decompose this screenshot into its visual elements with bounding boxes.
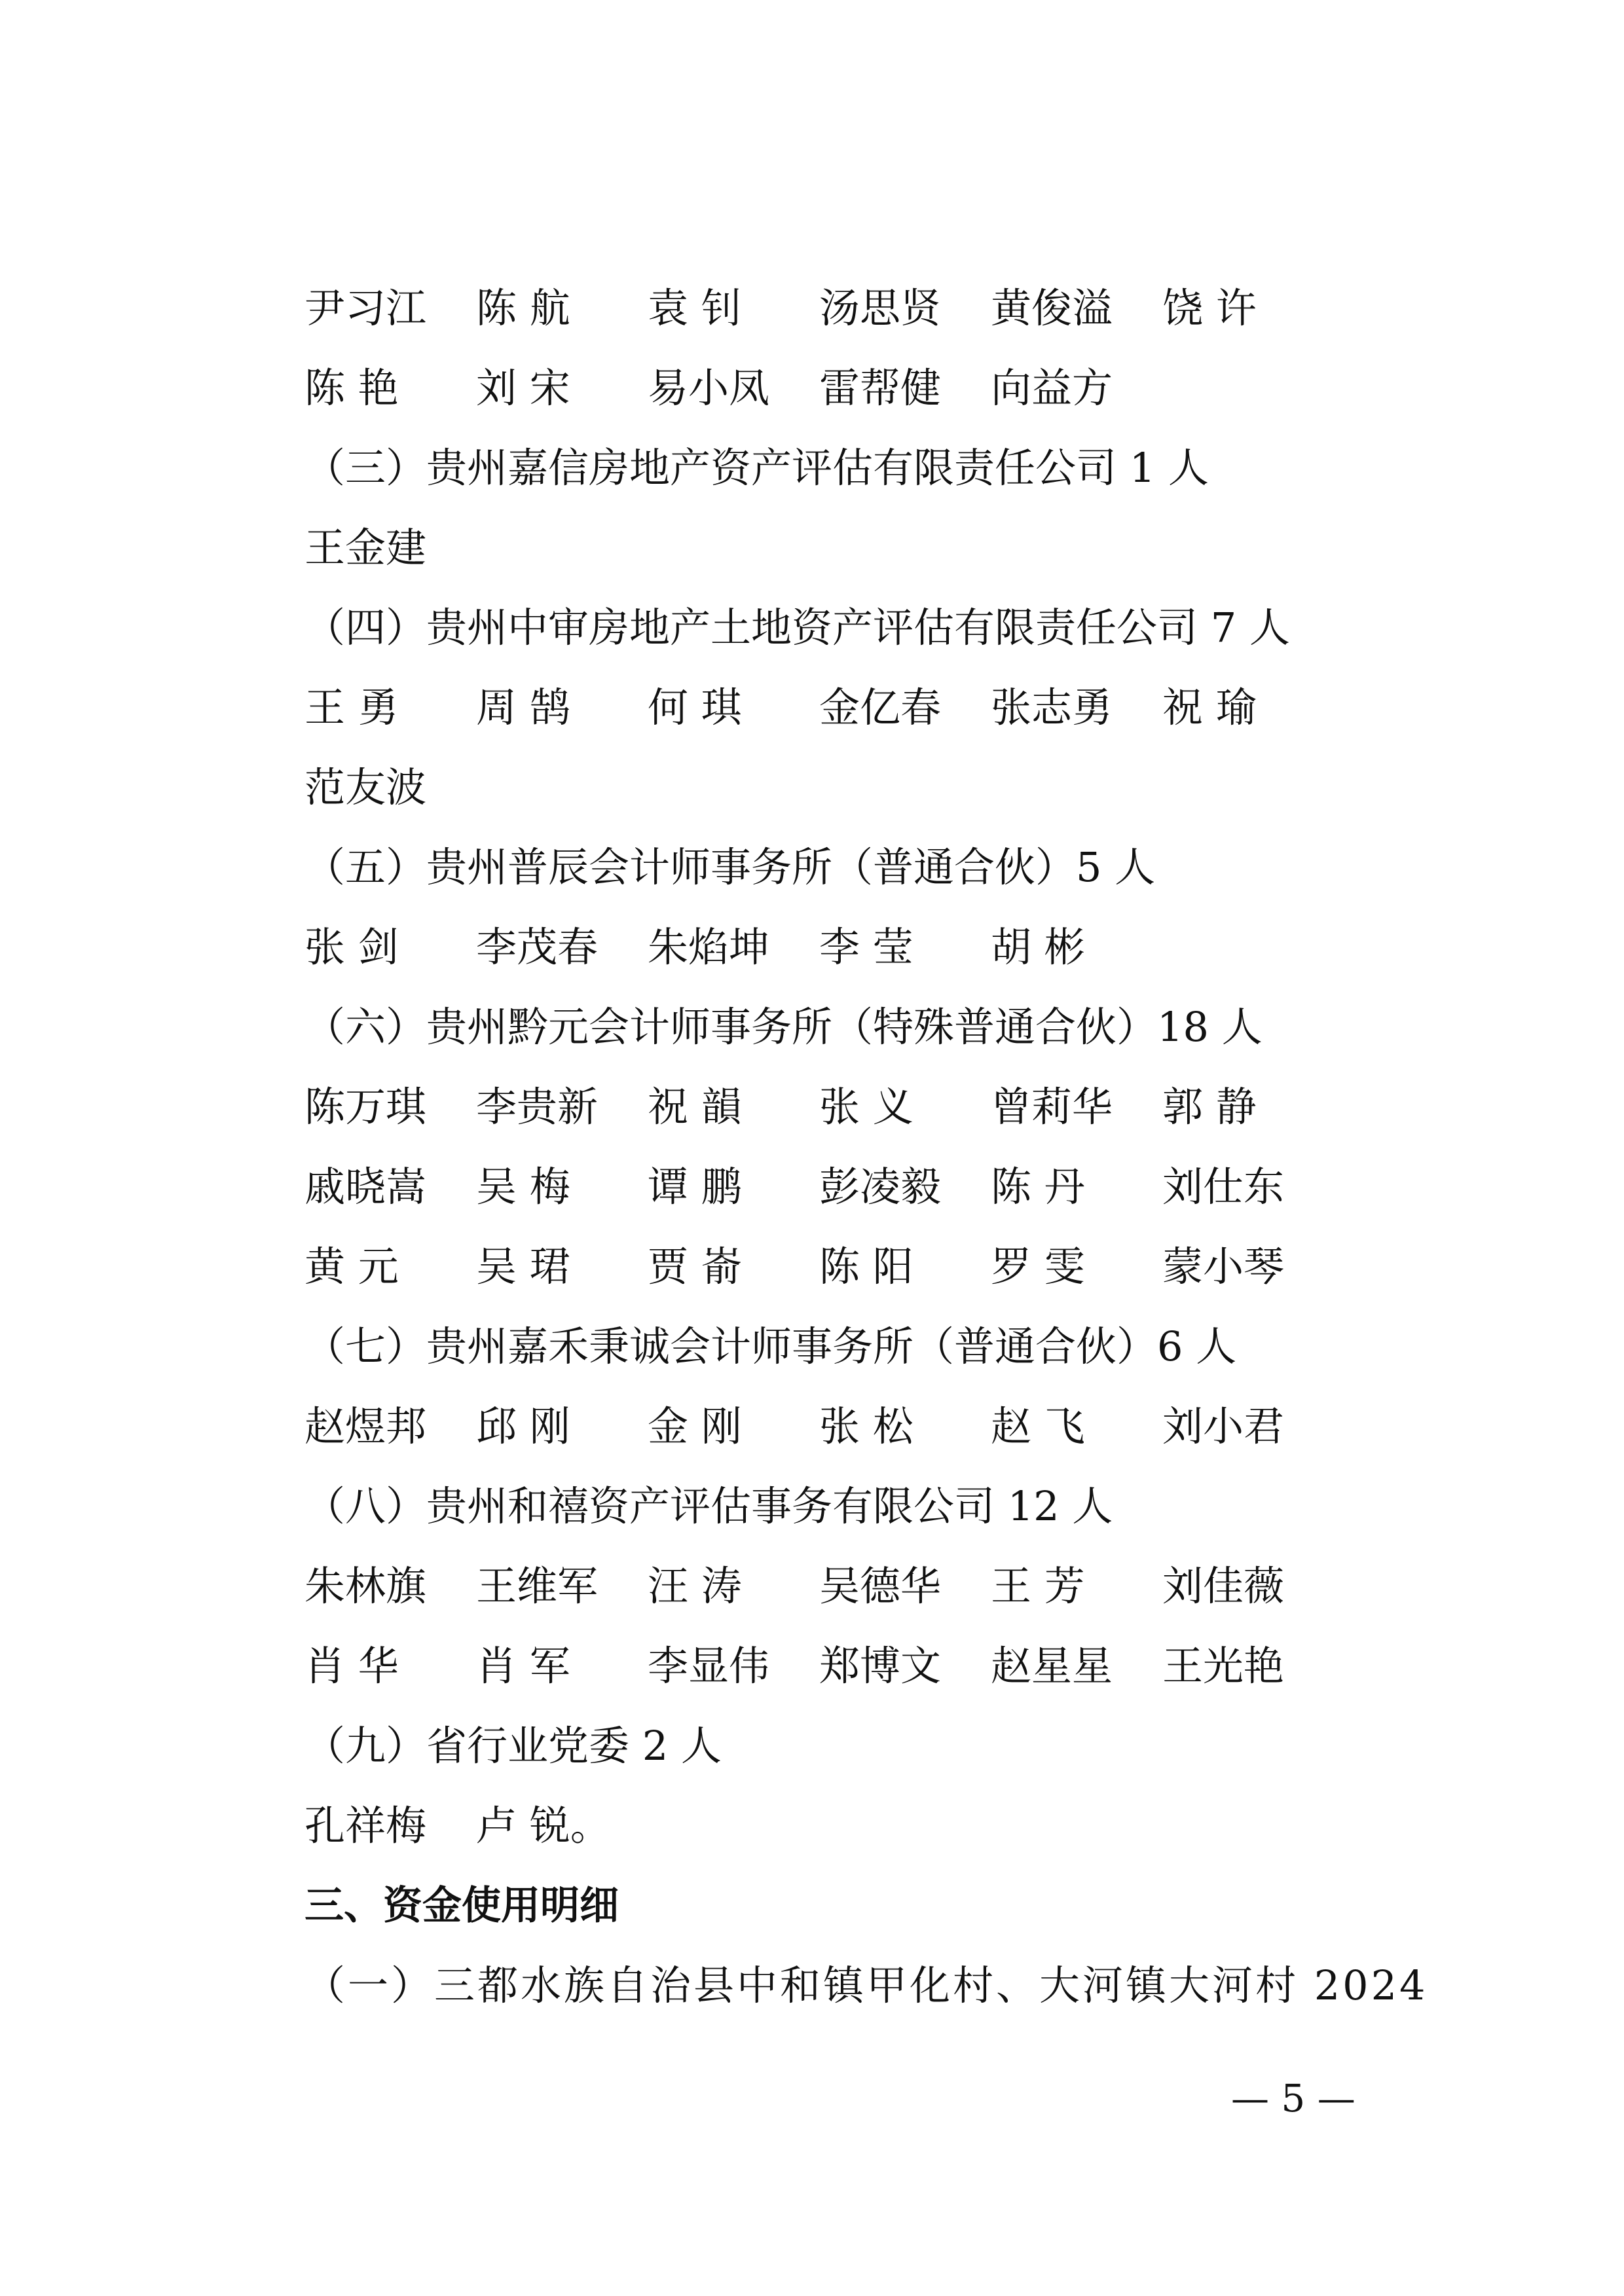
person-name: 彭凌毅 <box>819 1163 942 1211</box>
person-name: 王维军 <box>476 1562 599 1610</box>
person-name: 何 琪 <box>648 683 742 731</box>
organization-heading: （三）贵州嘉信房地产资产评估有限责任公司 1 人 <box>304 444 1209 492</box>
person-name: 金 刚 <box>648 1402 742 1450</box>
person-name: 胡 彬 <box>991 923 1085 971</box>
person-name: 赵 飞 <box>991 1402 1085 1450</box>
person-name: 贾 嵛 <box>648 1243 742 1290</box>
organization-heading: （五）贵州普辰会计师事务所（普通合伙）5 人 <box>304 843 1156 891</box>
name-list-line <box>304 1626 1483 1706</box>
person-name: 陈万琪 <box>304 1083 427 1131</box>
person-name: 金亿春 <box>819 683 942 731</box>
person-name: 刘 宋 <box>476 364 570 412</box>
person-name: 周 鹄 <box>476 683 570 731</box>
name-list-line <box>304 1067 1483 1147</box>
person-name: 陈 航 <box>476 284 570 332</box>
person-name: 陈 艳 <box>304 364 399 412</box>
person-name: 陈 丹 <box>991 1163 1085 1211</box>
person-name: 王 勇 <box>304 683 399 731</box>
person-name: 汪 涛 <box>648 1562 742 1610</box>
person-name: 吴德华 <box>819 1562 942 1610</box>
name-list-line <box>304 1227 1483 1307</box>
person-name: 曾莉华 <box>991 1083 1113 1131</box>
organization-heading: （八）贵州和禧资产评估事务有限公司 12 人 <box>304 1482 1113 1530</box>
person-name: 李显伟 <box>648 1642 770 1690</box>
name-list-line <box>304 1546 1483 1626</box>
organization-heading: （七）贵州嘉禾秉诚会计师事务所（普通合伙）6 人 <box>304 1322 1237 1370</box>
person-name: 郑博文 <box>819 1642 942 1690</box>
name-list-line <box>304 748 1483 828</box>
name-list-line <box>304 1147 1483 1227</box>
person-name: 李贵新 <box>476 1083 599 1131</box>
person-name: 王光艳 <box>1162 1642 1285 1690</box>
person-name: 刘佳薇 <box>1162 1562 1285 1610</box>
name-list-line <box>304 1786 1483 1866</box>
person-name: 易小凤 <box>648 364 770 412</box>
person-name: 张 松 <box>819 1402 913 1450</box>
organization-heading: （六）贵州黔元会计师事务所（特殊普通合伙）18 人 <box>304 1003 1263 1051</box>
person-name: 蒙小琴 <box>1162 1243 1285 1290</box>
person-name: 罗 雯 <box>991 1243 1085 1290</box>
person-name: 吴 珺 <box>476 1243 570 1290</box>
person-name: 李 莹 <box>819 923 913 971</box>
name-list-line <box>304 348 1483 428</box>
person-name: 张志勇 <box>991 683 1113 731</box>
person-name: 汤思贤 <box>819 284 942 332</box>
document-body <box>304 268 1483 2026</box>
person-name: 李茂春 <box>476 923 599 971</box>
person-name: 孔祥梅 <box>304 1802 427 1850</box>
name-list-line <box>304 1387 1483 1467</box>
person-name: 郭 静 <box>1162 1083 1257 1131</box>
person-name: 范友波 <box>304 763 427 811</box>
person-name: 饶 许 <box>1162 284 1257 332</box>
person-name: 刘仕东 <box>1162 1163 1285 1211</box>
person-name: 刘小君 <box>1162 1402 1285 1450</box>
subsection-heading: （一）三都水族自治县中和镇甲化村、大河镇大河村 2024 <box>304 1961 1428 2009</box>
person-name: 朱焰坤 <box>648 923 770 971</box>
person-name: 肖 军 <box>476 1642 570 1690</box>
person-name: 谭 鹏 <box>648 1163 742 1211</box>
person-name: 向益方 <box>991 364 1113 412</box>
person-name: 祝 瑜 <box>1162 683 1257 731</box>
person-name: 祝 韻 <box>648 1083 742 1131</box>
person-name: 赵煜邦 <box>304 1402 427 1450</box>
organization-heading: （四）贵州中审房地产土地资产评估有限责任公司 7 人 <box>304 604 1290 651</box>
name-list-line <box>304 668 1483 748</box>
page-number: — 5 — <box>1231 2076 1356 2121</box>
person-name: 肖 华 <box>304 1642 399 1690</box>
person-name: 邱 刚 <box>476 1402 570 1450</box>
person-name: 雷帮健 <box>819 364 942 412</box>
person-name: 黄 元 <box>304 1243 399 1290</box>
person-name: 朱林旗 <box>304 1562 427 1610</box>
section-heading: 三、资金使用明细 <box>304 1883 619 1929</box>
person-name: 张 剑 <box>304 923 399 971</box>
person-name: 戚晓嵩 <box>304 1163 427 1211</box>
person-name: 王金建 <box>304 524 427 572</box>
name-list-line <box>304 907 1483 987</box>
organization-heading: （九）省行业党委 2 人 <box>304 1722 722 1770</box>
person-name: 张 义 <box>819 1083 913 1131</box>
person-name: 王 芳 <box>991 1562 1085 1610</box>
name-list-line <box>304 268 1483 348</box>
person-name: 袁 钊 <box>648 284 742 332</box>
person-name: 黄俊溢 <box>991 284 1113 332</box>
person-name: 陈 阳 <box>819 1243 913 1290</box>
person-name: 卢 锐。 <box>476 1802 611 1850</box>
name-list-line <box>304 508 1483 588</box>
person-name: 吴 梅 <box>476 1163 570 1211</box>
person-name: 赵星星 <box>991 1642 1113 1690</box>
person-name: 尹习江 <box>304 284 427 332</box>
